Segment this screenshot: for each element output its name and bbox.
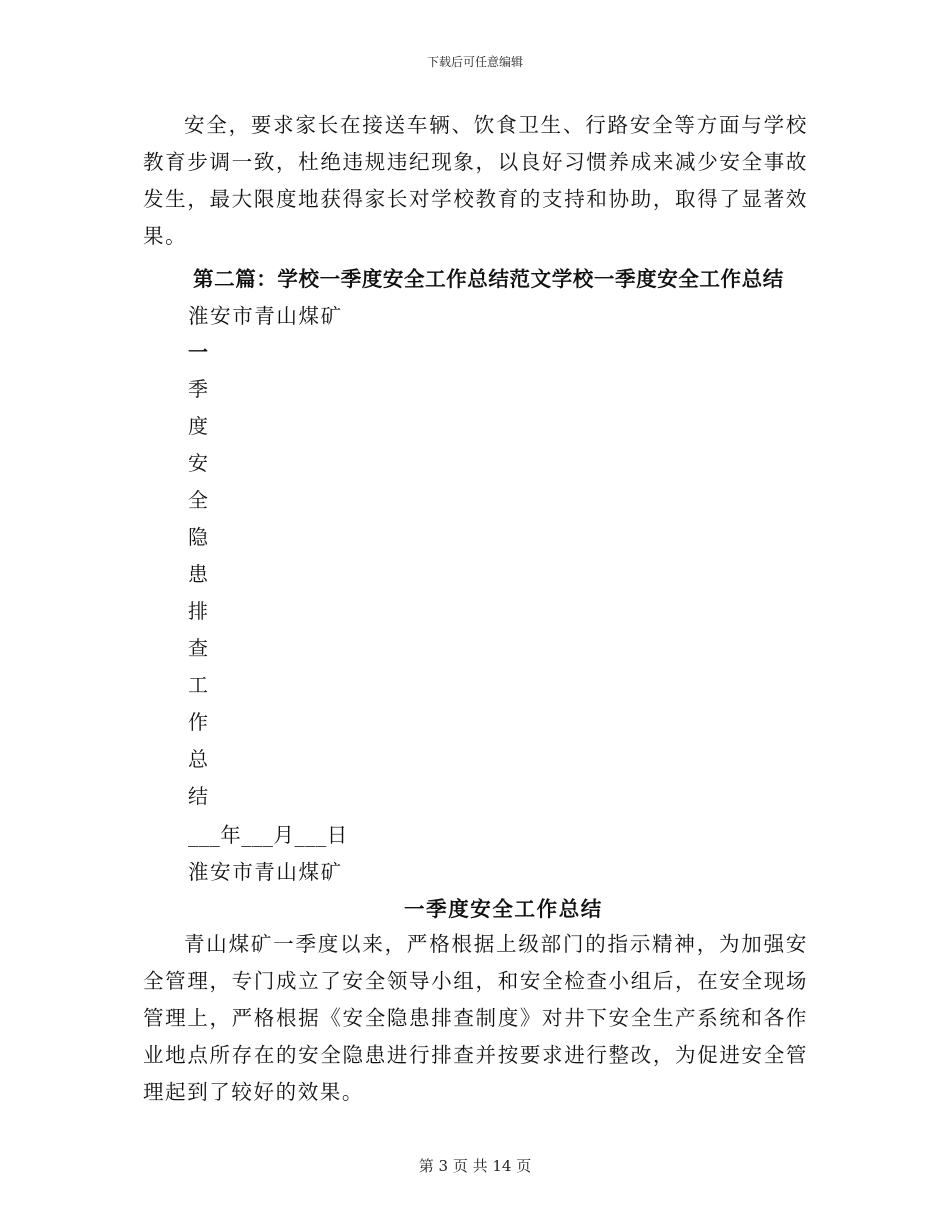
- date-line: ___年___月___日: [188, 823, 348, 847]
- vertical-char-10: 工: [188, 673, 208, 697]
- page-footer: 第 3 页 共 14 页: [418, 1157, 532, 1175]
- vertical-char-7: 患: [188, 562, 208, 586]
- vertical-char-4: 安: [188, 451, 208, 475]
- page-header: 下载后可任意编辑: [426, 55, 523, 69]
- paragraph-body-block: [143, 926, 808, 1111]
- paragraph-top-block: [143, 107, 808, 255]
- org-name-1: 淮安市青山煤矿: [188, 304, 343, 328]
- section-title: 第二篇：学校一季度安全工作总结范文学校一季度安全工作总结: [193, 267, 784, 291]
- vertical-char-9: 查: [188, 636, 208, 660]
- subtitle: 一季度安全工作总结: [404, 897, 603, 921]
- vertical-char-3: 度: [188, 414, 208, 438]
- vertical-char-5: 全: [188, 488, 208, 512]
- org-name-2: 淮安市青山煤矿: [188, 860, 343, 884]
- paragraph-top: 安全，要求家长在接送车辆、饮食卫生、行路安全等方面与学校教育步调一致，杜绝违规违纪现象，以良好习惯养成来减少安全事故发生，最大限度地获得家长对学校教育的支持和协助，取得了显著效果。: [143, 113, 808, 248]
- vertical-char-12: 总: [188, 747, 208, 771]
- vertical-char-13: 结: [188, 784, 208, 808]
- vertical-char-11: 作: [188, 710, 208, 734]
- vertical-char-2: 季: [188, 377, 208, 401]
- vertical-char-1: 一: [188, 340, 208, 364]
- vertical-char-8: 排: [188, 599, 208, 623]
- paragraph-body: 青山煤矿一季度以来，严格根据上级部门的指示精神，为加强安全管理，专门成立了安全领导小组，和安全检查小组后，在安全现场管理上，严格根据《安全隐患排查制度》对井下安全生产系统和各作业地点所存在的安全隐患进行排查并按要求进行整改，为促进安全管理起到了较好的效果。: [143, 932, 808, 1104]
- vertical-char-6: 隐: [188, 525, 208, 549]
